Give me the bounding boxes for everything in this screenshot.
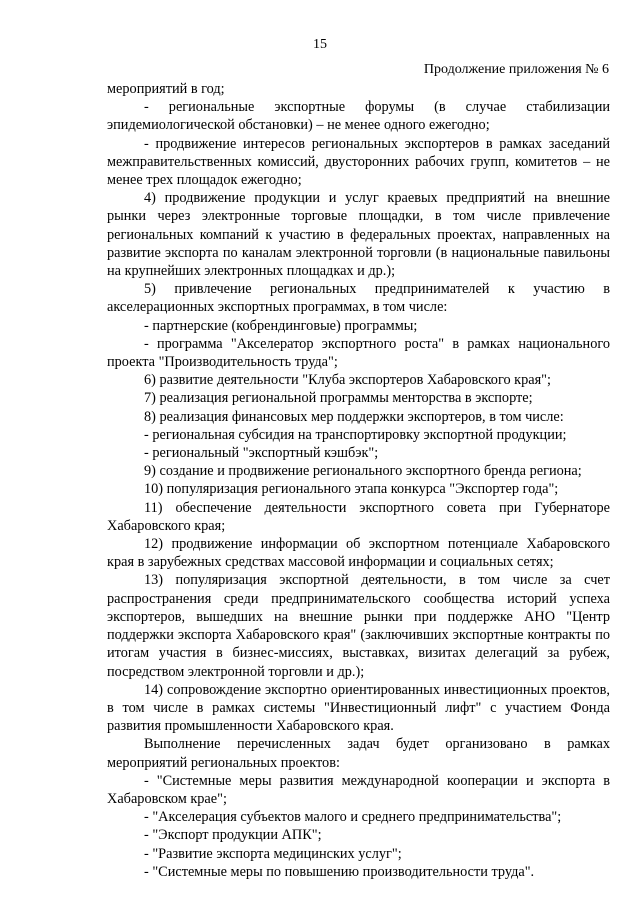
paragraph: 8) реализация финансовых мер поддержки экспортеров, в том числе: [144, 408, 564, 425]
paragraph: 7) реализация региональной программы менторства в экспорте; [144, 390, 533, 407]
paragraph: - региональный "экспортный кэшбэк"; [144, 445, 379, 462]
appendix-continuation-note: Продолжение приложения № 6 [423, 62, 609, 77]
paragraph: - "Экспорт продукции АПК"; [144, 827, 322, 844]
paragraph: - "Системные меры развития международной кооперации и экспорта в Хабаровском крае"; [107, 772, 610, 807]
paragraph: 11) обеспечение деятельности экспортного совета при Губернаторе Хабаровского края; [107, 499, 610, 534]
paragraph: 13) популяризация экспортной деятельности, в том числе за счет распространения среди предпринимательского сообщества историй успеха экспортеров, вышедших на внешние рынки при поддержке АНО "Центр поддержки экспорта Хабаровского края" (заключивших экспортные контракты по итогам участия в бизнес-миссиях, выставках, визитах делегаций за рубеж, посредством электронной торговли и др.); [107, 572, 610, 680]
paragraph: - программа "Акселератор экспортного роста" в рамках национального проекта "Производительность труда"; [107, 335, 610, 371]
paragraph: 9) создание и продвижение регионального экспортного бренда региона; [144, 463, 582, 480]
paragraph: 4) продвижение продукции и услуг краевых предприятий на внешние рынки через электронные торговые площадки, в том числе привлечение региональных компаний к участию в федеральных проектах, направленных на развитие экспорта по каналам электронной торговли (в национальные павильоны на крупнейших электронных площадках и др.); [107, 190, 610, 280]
paragraph: мероприятий в год; [107, 81, 225, 97]
paragraph: - "Развитие экспорта медицинских услуг"; [144, 845, 402, 862]
document-body [107, 80, 610, 881]
paragraph: - продвижение интересов региональных экспортеров в рамках заседаний межправительственных комиссий, двусторонних рабочих групп, комитетов – не менее трех площадок ежегодно; [107, 135, 610, 189]
paragraph: 12) продвижение информации об экспортном потенциале Хабаровского края в зарубежных средствах массовой информации и социальных сетях; [107, 536, 610, 571]
page-number: 15 [313, 37, 327, 52]
paragraph: 14) сопровождение экспортно ориентированных инвестиционных проектов, в том числе в рамках системы "Инвестиционный лифт" с участием Фонда развития промышленности Хабаровского края. [107, 681, 610, 735]
paragraph: 6) развитие деятельности "Клуба экспортеров Хабаровского края"; [144, 372, 551, 389]
paragraph: 5) привлечение региональных предпринимателей к участию в акселерационных экспортных программах, в том числе: [107, 281, 610, 316]
paragraph: 10) популяризация регионального этапа конкурса "Экспортер года"; [144, 481, 559, 498]
paragraph: - региональная субсидия на транспортировку экспортной продукции; [144, 426, 567, 443]
paragraph: Выполнение перечисленных задач будет организовано в рамках мероприятий региональных проектов: [107, 736, 610, 771]
paragraph: - партнерские (кобрендинговые) программы; [144, 317, 418, 334]
paragraph: - региональные экспортные форумы (в случае стабилизации эпидемиологической обстановки) – не менее одного ежегодно; [107, 99, 610, 134]
paragraph: - "Акселерация субъектов малого и среднего предпринимательства"; [144, 809, 562, 826]
paragraph: - "Системные меры по повышению производительности труда". [144, 863, 535, 880]
